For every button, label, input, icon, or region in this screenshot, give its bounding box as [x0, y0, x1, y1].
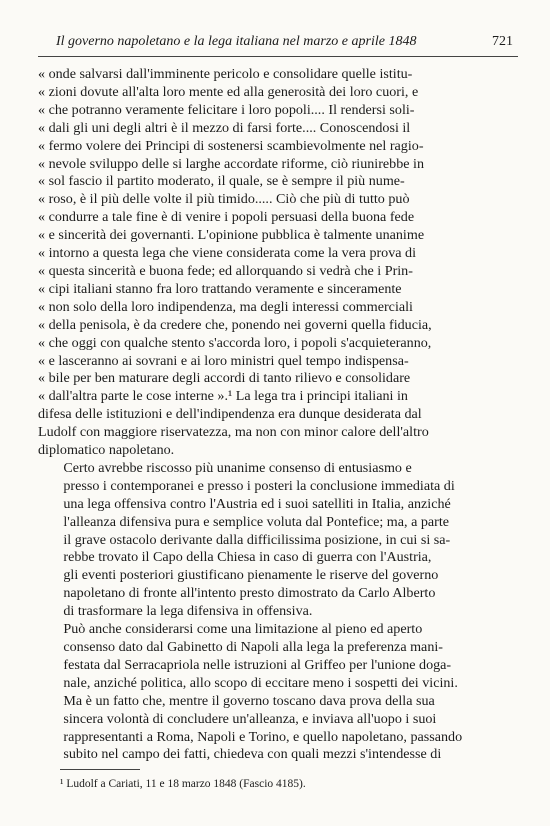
text-line: l'alleanza difensiva pura e semplice voluta dal Pontefice; ma, a parte [63, 513, 450, 530]
text-line: « non solo della loro indipendenza, ma degli interessi commerciali [38, 298, 413, 315]
text-line: « dali gli uni degli altri è il mezzo di farsi forte.... Conoscendosi il [38, 119, 411, 136]
text-line: il grave ostacolo derivante dalla difficilissima posizione, in cui si sa- [63, 531, 451, 548]
page-number: 721 [492, 34, 513, 49]
text-line: « zioni dovute all'alta loro mente ed alla generosità dei loro cuori, e [38, 83, 419, 100]
text-line: Certo avrebbe riscosso più unanime consenso di entusiasmo e [63, 459, 412, 476]
text-line: « dall'altra parte le cose interne ».¹ La lega tra i principi italiani in [38, 388, 408, 405]
text-line: « della penisola, è da credere che, ponendo nei governi quella fiducia, [38, 316, 432, 333]
text-line: rappresentanti a Roma, Napoli e Torino, e quello napoletano, passando [63, 728, 463, 745]
text-line: « e lasceranno ai sovrani e ai loro ministri quel tempo indispensa- [38, 352, 409, 369]
text-line: « e sincerità dei governanti. L'opinione pubblica è talmente unanime [38, 227, 425, 244]
text-line: sincera volontà di concludere un'alleanza, e inviava all'uopo i suoi [63, 710, 437, 727]
text-line: « che oggi con qualche stento s'accorda loro, i popoli s'acquieteranno, [38, 334, 432, 351]
text-line: « nevole sviluppo delle si larghe accordate riforme, ciò riunirebbe in [38, 155, 425, 172]
text-line: difesa delle istituzioni e dell'indipendenza era dunque desiderata dal [38, 406, 422, 423]
text-line: napoletano di fronte all'intento presto dimostrato da Carlo Alberto [63, 585, 436, 602]
text-line: « fermo volere dei Principi di sostenersi scambievolmente nel ragio- [38, 137, 424, 154]
main-text [38, 66, 500, 764]
text-line: « bile per ben maturare degli accordi di tanto rilievo e consolidare [38, 370, 411, 387]
paragraph-1 [38, 66, 500, 460]
text-line: « intorno a questa lega che viene considerata come la vera prova di [38, 245, 417, 262]
header-title: Il governo napoletano e la lega italiana nel marzo e aprile 1848 [56, 34, 417, 49]
header-rule [38, 56, 518, 57]
text-line: Può anche considerarsi come una limitazione al pieno ed aperto [63, 621, 423, 638]
text-line: consenso dato dal Gabinetto di Napoli alla lega la preferenza mani- [63, 639, 443, 655]
text-line: Ludolf con maggiore riservatezza, ma non con minor calore dell'altro [38, 424, 429, 441]
text-line: diplomatico napoletano. [38, 442, 175, 459]
text-line: « questa sincerità e buona fede; ed allorquando si vedrà che i Prin- [38, 262, 413, 279]
text-line: nale, anziché politica, allo scopo di eccitare meno i sospetti dei vicini. [63, 674, 458, 691]
text-line: una lega offensiva contro l'Austria ed i suoi satelliti in Italia, anziché [63, 495, 451, 512]
text-line: « condurre a tale fine è di venire i popoli persuasi della buona fede [38, 209, 415, 226]
text-line: festata dal Serracapriola nelle istruzioni al Griffeo per l'unione doga- [63, 656, 452, 673]
text-line: subito nel campo dei fatti, chiedeva con quali mezzi s'intendesse di [63, 746, 442, 763]
text-line: « onde salvarsi dall'imminente pericolo e consolidare quelle istitu- [38, 66, 413, 82]
footnote-rule [60, 769, 140, 770]
text-line: « che potranno veramente felicitare i loro popoli.... Il rendersi soli- [38, 101, 415, 118]
running-header [56, 34, 513, 50]
text-line: gli eventi posteriori giustificano pienamente le riserve del governo [63, 567, 439, 584]
paragraph-2 [38, 460, 500, 621]
text-line: « roso, è il più delle volte il più timido..... Ciò che più di tutto può [38, 191, 410, 208]
text-line: « sol fascio il partito moderato, il quale, se è sempre il più nume- [38, 173, 405, 190]
text-line: presso i contemporanei e presso i posteri la conclusione immediata di [63, 477, 455, 494]
footnote: ¹ Ludolf a Cariati, 11 e 18 marzo 1848 (Fascio 4185). [60, 778, 306, 790]
text-line: di trasformare la lega difensiva in offensiva. [63, 603, 313, 620]
text-line: Ma è un fatto che, mentre il governo toscano dava prova della sua [63, 692, 435, 709]
text-line: « cipi italiani stanno fra loro trattando veramente e sinceramente [38, 280, 402, 297]
paragraph-3 [38, 621, 500, 764]
text-line: rebbe trovato il Capo della Chiesa in caso di guerra con l'Austria, [63, 549, 432, 566]
